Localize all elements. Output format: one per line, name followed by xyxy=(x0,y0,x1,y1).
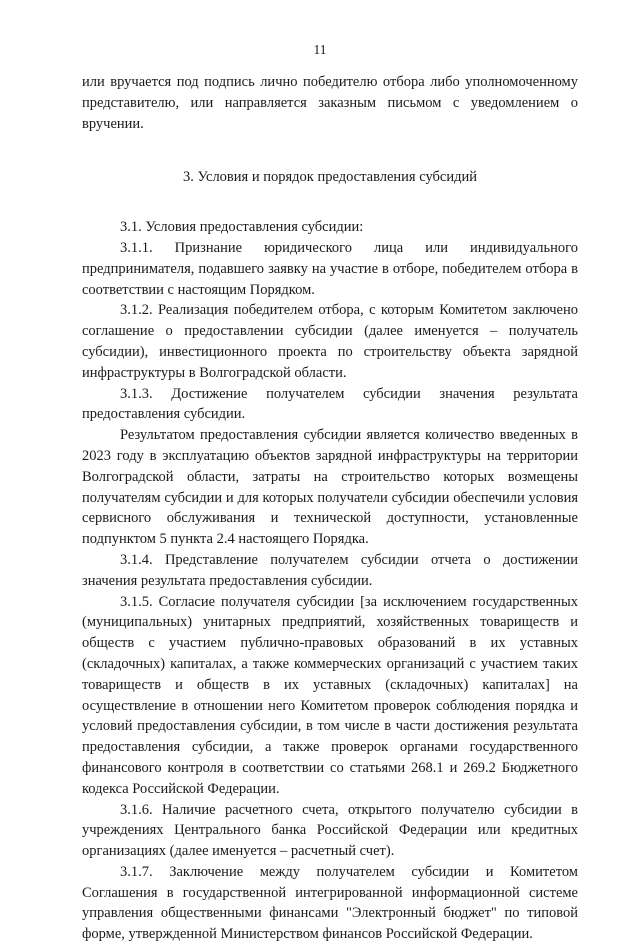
paragraph-3-1-2: 3.1.2. Реализация победителем отбора, с которым Комитетом заключено соглашение о предоставлении субсидии (далее именуется – получатель субсидии), инвестиционного проекта по строительству объекта зарядной инфраструктуры в Волгоградской области. xyxy=(82,302,578,381)
paragraph-3-1-1: 3.1.1. Признание юридического лица или индивидуального предпринимателя, подавшего заявку на участие в отборе, победителем отбора в соответствии с настоящим Порядком. xyxy=(82,239,578,298)
page-number: 11 xyxy=(313,42,327,57)
paragraph-3-1-3: 3.1.3. Достижение получателем субсидии значения результата предоставления субсидии. xyxy=(82,385,578,423)
paragraph-3-1-7: 3.1.7. Заключение между получателем субсидии и Комитетом Соглашения в государственной интегрированной информационной системе управления общественными финансами "Электронный бюджет" по типовой форме, утвержденной Министерством финансов Российской Федерации. xyxy=(82,863,578,943)
paragraph-3-1-4: 3.1.4. Представление получателем субсидии отчета о достижении значения результата предоставления субсидии. xyxy=(82,551,578,589)
document-body xyxy=(82,72,578,945)
paragraph-3-1-5: 3.1.5. Согласие получателя субсидии [за исключением государственных (муниципальных) унитарных предприятий, хозяйственных товариществ и обществ с участием публично-правовых образований в их уставных (складочных) капиталах, а также коммерческих организаций с участием таких товариществ и обществ в их уставных (складочных) капиталах] на осуществление в отношении него Комитетом проверок соблюдения порядка и условий предоставления субсидии, в том числе в части достижения результата предоставления субсидии, а также проверок органами государственного финансового контроля в соответствии со статьями 268.1 и 269.2 Бюджетного кодекса Российской Федерации. xyxy=(82,593,578,797)
section-heading: 3. Условия и порядок предоставления субсидий xyxy=(182,169,477,186)
continuation-paragraph: или вручается под подпись лично победителю отбора либо уполномоченному представителю, или направляется заказным письмом с уведомлением о вручении. xyxy=(82,74,578,132)
paragraph-3-1: 3.1. Условия предоставления субсидии: xyxy=(120,219,364,236)
spacer xyxy=(82,134,578,167)
paragraph-result: Результатом предоставления субсидии является количество введенных в 2023 году в эксплуатацию объектов зарядной инфраструктуры на территории Волгоградской области, затраты на строительство которых возмещены получателям субсидии и для которых получатели субсидии обеспечили условия сервисного обслуживания и технической доступности, установленные подпунктом 5 пункта 2.4 настоящего Порядка. xyxy=(82,427,578,548)
spacer xyxy=(82,188,578,217)
paragraph-3-1-6: 3.1.6. Наличие расчетного счета, открытого получателю субсидии в учреждениях Центрального банка Российской Федерации или кредитных организациях (далее именуется – расчетный счет). xyxy=(82,801,578,860)
